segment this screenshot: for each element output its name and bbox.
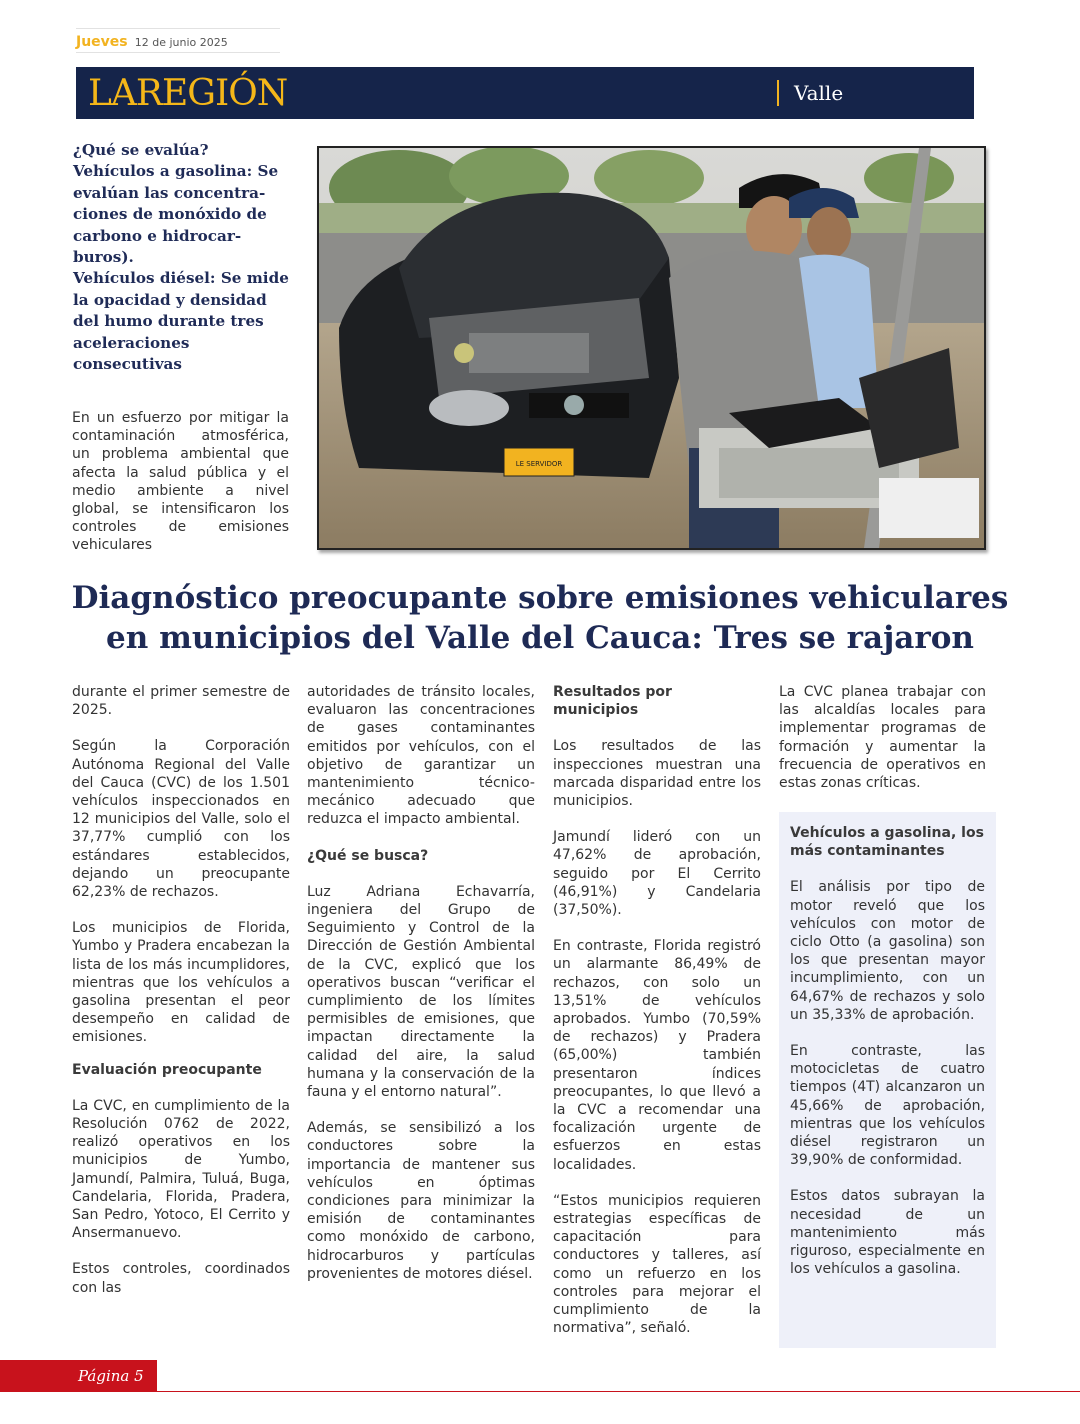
article-column-3	[553, 683, 761, 1356]
paragraph: Jamundí lideró con un 47,62% de aprobación, seguido por El Cerrito (46,91%) y Candelaria (37,50%).	[553, 829, 761, 919]
paragraph: Según la Corporación Autónoma Regional del Valle del Cauca (CVC) de los 1.501 vehículos inspeccionados en 12 municipios del Valle, solo el 37,77% cumplió con los estándares establecidos, dejando un preocupante 62,23% de rechazos.	[72, 738, 290, 901]
headline-line-2: en municipios del Valle del Cauca: Tres se rajaron	[106, 620, 974, 656]
sidebar-questions	[73, 140, 293, 375]
sidebar-gasoline-text: Vehículos a gasolina: Se evalúan las concentra-ciones de monóxido de carbono e hidrocar-buros).	[73, 162, 279, 267]
page-footer	[0, 1360, 157, 1392]
article-column-1	[72, 683, 290, 1297]
article-column-4	[779, 683, 986, 792]
logo-region: REGIÓN	[135, 73, 288, 114]
dateline-date: 12 de junio 2025	[134, 36, 228, 49]
paragraph: En contraste, las motocicletas de cuatro tiempos (4T) alcanzaron un 45,66% de aprobación, mientras que los vehículos diésel registraron un 39,90% de conformidad.	[790, 1043, 985, 1169]
dateline	[76, 28, 280, 53]
paragraph: La CVC, en cumplimiento de la Resolución 0762 de 2022, realizó operativos en los municipios de Yumbo, Jamundí, Palmira, Tuluá, Buga, Candelaria, Florida, Pradera, San Pedro, Yotoco, El Cerrito y Ansermanuevo.	[72, 1097, 290, 1242]
sidebar-box	[779, 812, 996, 1348]
masthead-divider	[777, 80, 779, 106]
article-column-2	[307, 683, 535, 1301]
sidebar-question-title: ¿Qué se evalúa?	[73, 141, 209, 159]
newspaper-logo	[88, 71, 287, 117]
section-name: Valle	[794, 81, 844, 105]
paragraph: Los municipios de Florida, Yumbo y Pradera encabezan la lista de los más incumplidores, mientras que los vehículos a gasolina presentan el peor desempeño en calidad de emisiones.	[72, 920, 290, 1046]
box-title: Vehículos a gasolina, los más contaminantes	[790, 825, 984, 860]
paragraph: Luz Adriana Echavarría, ingeniera del Grupo de Seguimiento y Control de la Dirección de Gestión Ambiental de la CVC, explicó que los operativos buscan “verificar el cumplimiento de los límites permisibles de emisiones, que impactan directamente la calidad del aire, la salud humana y la conservación de la fauna y el entorno natural”.	[307, 883, 535, 1101]
emissions-inspection-photo	[319, 148, 984, 548]
paragraph: En contraste, Florida registró un alarmante 86,49% de rechazos, con solo un 13,51% de vehículos aprobados. Yumbo (70,59% de rechazos) y Pradera (65,00%) también presentaron índices preocupantes, lo que llevó a la CVC a recomendar una focalización urgente de esfuerzos en estas localidades.	[553, 938, 761, 1173]
headline	[60, 578, 1020, 658]
dateline-day: Jueves	[76, 34, 128, 50]
paragraph: “Estos municipios requieren estrategias específicas de capacitación para conductores y talleres, así como un refuerzo en los controles para mejorar el cumplimiento de la normativa”, señaló.	[553, 1192, 761, 1337]
paragraph: Estos controles, coordinados con las	[72, 1261, 290, 1296]
subheading: Evaluación preocupante	[72, 1061, 262, 1078]
logo-la: LA	[88, 73, 136, 114]
paragraph: durante el primer semestre de 2025.	[72, 684, 290, 719]
sidebar-diesel-text: Vehículos diésel: Se mide la opacidad y densidad del humo durante tres aceleraciones consecutivas	[73, 269, 289, 374]
subheading: Resultados por municipios	[553, 684, 672, 719]
subheading: ¿Qué se busca?	[307, 847, 429, 864]
paragraph: La CVC planea trabajar con las alcaldías locales para implementar programas de formación y aumentar la frecuencia de operativos en estas zonas críticas.	[779, 684, 986, 792]
paragraph: El análisis por tipo de motor reveló que los vehículos con motor de ciclo Otto (a gasolina) son los que presentan mayor incumplimiento, con un 64,67% de rechazos y solo un 35,33% de aprobación.	[790, 879, 985, 1023]
paragraph: Además, se sensibilizó a los conductores sobre la importancia de mantener sus vehículos en óptimas condiciones para minimizar la emisión de contaminantes como monóxido de carbono, hidrocarburos y partículas provenientes de motores diésel.	[307, 1120, 535, 1282]
headline-line-1: Diagnóstico preocupante sobre emisiones vehiculares	[71, 580, 1009, 616]
masthead	[76, 67, 974, 119]
article-photo	[317, 146, 986, 550]
license-plate-text: LE SERVIDOR	[515, 460, 563, 468]
footer-rule	[157, 1391, 1080, 1392]
paragraph: Estos datos subrayan la necesidad de un mantenimiento más riguroso, especialmente en los vehículos a gasolina.	[790, 1188, 985, 1278]
page-number: Página 5	[78, 1367, 144, 1385]
intro-paragraph: En un esfuerzo por mitigar la contaminación atmosférica, un problema ambiental que afecta la salud pública y el medio ambiente a nivel global, se intensificaron los controles de emisiones vehiculares	[72, 410, 289, 554]
paragraph: Los resultados de las inspecciones muestran una marcada disparidad entre los municipios.	[553, 738, 761, 810]
paragraph: autoridades de tránsito locales, evaluaron las concentraciones de gases contaminantes emitidos por vehículos, con el objetivo de garantizar un mantenimiento técnico-mecánico adecuado que reduzca el impacto ambiental.	[307, 684, 535, 828]
